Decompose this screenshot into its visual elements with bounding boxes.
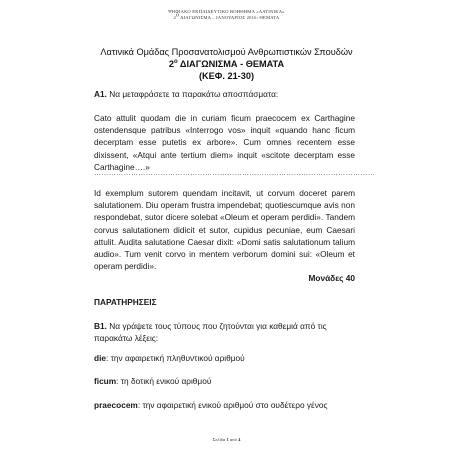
question-b1-label: Β1.	[94, 321, 107, 331]
title-line-1: Λατινικά Ομάδας Προσανατολισμού Ανθρωπιστικών Σπουδών	[100, 47, 353, 57]
footer-page-number: 1	[226, 437, 229, 442]
footer-prefix: Σελίδα	[212, 437, 227, 442]
list-item-desc: : την αφαιρετική ενικού αριθμού στο ουδέτερο γένος	[137, 400, 328, 410]
list-item-word: die	[94, 353, 106, 363]
title-rest: ΔΙΑΓΩΝΙΣΜΑ - ΘΕΜΑΤΑ	[177, 59, 285, 69]
question-a1-label: Α1.	[94, 89, 107, 99]
latin-passage-2: Id exemplum sutorem quendam incitavit, ut corvum doceret parem salutationem. Diu operam frustra impendebat; quotiescumque avis non respondebat, sutor dicere solebat «Oleum et operam perdidi». Tandem corvus salutationem didicit et sutor, cupidus pecuniae, eum Caesari attulit. Audita salutatione Caesar dixit: «Domi satis salutationum talium audio». Tum venit corvo in mentem verborum domini sui: «Oleum et operam perdidi».	[94, 188, 355, 272]
dotted-separator: ……………………………………………………………………………………………………	[94, 170, 376, 177]
list-item	[94, 352, 355, 364]
document-title	[0, 46, 453, 82]
title-superscript: ο	[174, 58, 178, 65]
page-footer	[0, 437, 453, 442]
marks-label: Μονάδες 40	[308, 273, 355, 283]
remarks-heading: ΠΑΡΑΤΗΡΗΣΕΙΣ	[94, 297, 157, 307]
latin-passage-1: Cato attulit quodam die in curiam ficum praecocem ex Carthagine ostendensque patribus «Interrogo vos» inquit «quando hanc ficum decerptam esse putetis ex arbore». Cum omnes recentem esse dixissent, «Atqui ante tertium diem» inquit «scitote decerptam esse Carthagine….»	[94, 113, 355, 172]
list-item-desc: : την αφαιρετική πληθυντικού αριθμού	[106, 353, 245, 363]
header-number: 2	[173, 15, 177, 20]
header-line-2	[0, 12, 453, 21]
footer-total-pages: 4	[238, 437, 241, 442]
list-item-desc: : τη δοτική ενικού αριθμού	[116, 376, 212, 386]
list-item	[94, 399, 355, 411]
title-line-2	[0, 58, 453, 70]
page-header	[0, 9, 453, 21]
footer-middle: από	[228, 437, 239, 442]
title-number: 2	[168, 59, 175, 69]
question-a1-instruction	[94, 88, 355, 100]
header-rest: ΔΙΑΓΩΝΙΣΜΑ – ΙΑΝΟΥΑΡΙΟΣ 2016: ΘΕΜΑΤΑ	[179, 15, 280, 20]
title-line-3: (ΚΕΦ. 21-30)	[198, 71, 255, 81]
header-line-1: ΨΗΦΙΑΚΟ ΕΚΠΑΙΔΕΥΤΙΚΟ ΒΟΗΘΗΜΑ «ΛΑΤΙΝΙΚΑ»	[168, 9, 285, 14]
list-item-word: ficum	[94, 376, 117, 386]
list-item	[94, 375, 355, 387]
header-superscript: ο	[176, 12, 180, 19]
list-item-word: praecocem	[94, 400, 138, 410]
question-a1-text: Να μεταφράσετε τα παρακάτω αποσπάσματα:	[106, 89, 279, 99]
question-b1-text: Να γράψετε τους τύπους που ζητούνται για καθεμιά από τις παρακάτω λέξεις:	[94, 321, 327, 344]
question-b1	[94, 320, 355, 344]
